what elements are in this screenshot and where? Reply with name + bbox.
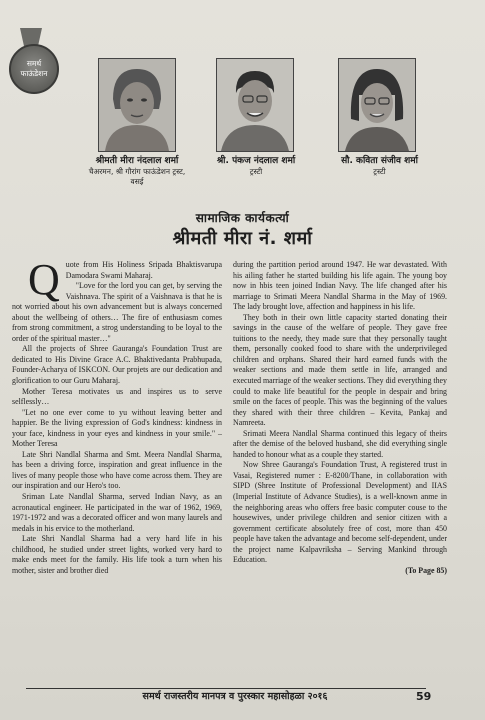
paragraph: Mother Teresa motivates us and inspires us to serve selflessly… [12, 386, 222, 407]
paragraph: "Let no one ever come to yu without leaving better and happier. Be the living expression of God's kindness: kindness in your face, kindness in your eyes and kindness in your smile." – Mother Teresa [12, 407, 222, 449]
article-title: श्रीमती मीरा नं. शर्मा [172, 228, 313, 249]
paragraph: during the partition period around 1947. He war devastated. With his ailing father he started building his life again. The young boy now in hbis teen joined Indian Navy. The life changed after his marriage to Srimati Meera Nandlal Sharma in the May of 1969. The lady brought love, affection and happiness in his life. [233, 260, 447, 312]
paragraph: "Love for the lord you can get, by serving the Vaishnava. The spirit of a Vaishnava is that he is not worried about his own advancement but is always concerned about the wellbeing of others… The fire of enthusiasm comes from strong commitment, a strog understanding to be loyal to the order of the spiritual master…" [12, 281, 222, 343]
paragraph: Now Shree Gauranga's Foundation Trust, A registered trust in Vasai, Registered numer : E-8200/Thane, in collaboration with SIPD (Shree Institute of Professional Development) and IIAS (Imperial Institute of Advance Studies), is a well-known anme in the neighboring areas who offers free basic computer couse to the housewives, under privilege children and senior citizen with a government certificate absolutely free of cost, more than 450 people have taken the advantage and become self-dependent, under the project name Kalpavriksha – Serving Mankind through Education. [233, 460, 447, 565]
person-role-line2: वसई [130, 177, 144, 186]
person-role: ट्रस्टी [373, 167, 386, 176]
person-name: श्री. पंकज नंदलाल शर्मा [216, 156, 296, 166]
person-role: चैअरमन, श्री गौरांग फाऊंडेशन ट्रस्ट, [88, 167, 186, 176]
badge-line1: समर्थ [26, 59, 42, 68]
article-column-right [233, 260, 447, 576]
person-name: सौ. कविता संजीव शर्मा [341, 156, 418, 166]
samarth-foundation-logo [9, 44, 59, 94]
caption-kavita [322, 155, 437, 177]
portrait-photo-meera [98, 58, 176, 152]
paragraph: All the projects of Shree Gauranga's Foundation Trust are dedicated to His Divine Grace A.C. Bhaktivedanta Prabhupada, Founder-Acharya of ISKCON. Our projets are our dedication and glorification to our Guru Maharaj. [12, 344, 222, 386]
badge-line2: फाऊंडेशन [20, 69, 48, 78]
paragraph: Sriman Late Nandlal Sharma, served Indian Navy, as an acronautical engineer. He participated in the war of 1962, 1969, 1971-1972 and was a decorated officer and won many laurels and medals in his ervice to the motherland. [12, 492, 222, 533]
continued-on-link: (To Page 85) [405, 565, 447, 575]
person-role: ट्रस्टी [249, 167, 263, 176]
paragraph: uote from His Holiness Sripada Bhaktisvarupa Damodara Swami Maharaj. [65, 260, 222, 280]
paragraph: They both in their own little capacity started donating their savings in the cause of the welfare of people. They gave free tuitions to the needy, they made sure that they personally taught them, personally cooked food to share with the underprivileged children and orphans. Shared their hard earned funds with the weaker sections and made them settle in life, arranged and executed marriage of the weaker sections. They did everything they could to make life beautiful for the people in despair and bring smile on the faces of people. This was the beginning of the values they shared with their three children – Kevita, Pankaj and Namreeta. [233, 312, 447, 428]
paragraph: Late Shri Nandlal Sharma had a very hard life in his childhood, he studied under street lights, worked very hard to make ends meet for the family. His life took a turn when his mother, sister and brother died [12, 534, 222, 575]
drop-cap: Q [28, 255, 60, 304]
paragraph: Srimati Meera Nandlal Sharma continued this legacy of theirs after the demise of the beloved husband, she did everything single handed to honour what as a couple they started. [233, 428, 447, 459]
paragraph: Late Shri Nandlal Sharma and Smt. Meera Nandlal Sharma, has been a driving force, inspiration and great influence in the lives of many people those who have come across them. They are our inspiration and our Hero's too. [12, 449, 222, 491]
caption-pankaj [196, 155, 316, 177]
portrait-photo-pankaj [216, 58, 294, 152]
footer-title: समर्थ राजस्तरीय मानपत्र व पुरस्कार महासोहळा २०१६ [142, 691, 328, 702]
article-kicker: सामाजिक कार्यकर्त्या [195, 211, 290, 225]
portrait-photo-kavita [338, 58, 416, 152]
article-column-left [12, 255, 222, 576]
person-name: श्रीमती मीरा नंदलाल शर्मा [95, 156, 179, 166]
caption-meera [62, 155, 212, 187]
page-number: 59 [416, 690, 432, 703]
